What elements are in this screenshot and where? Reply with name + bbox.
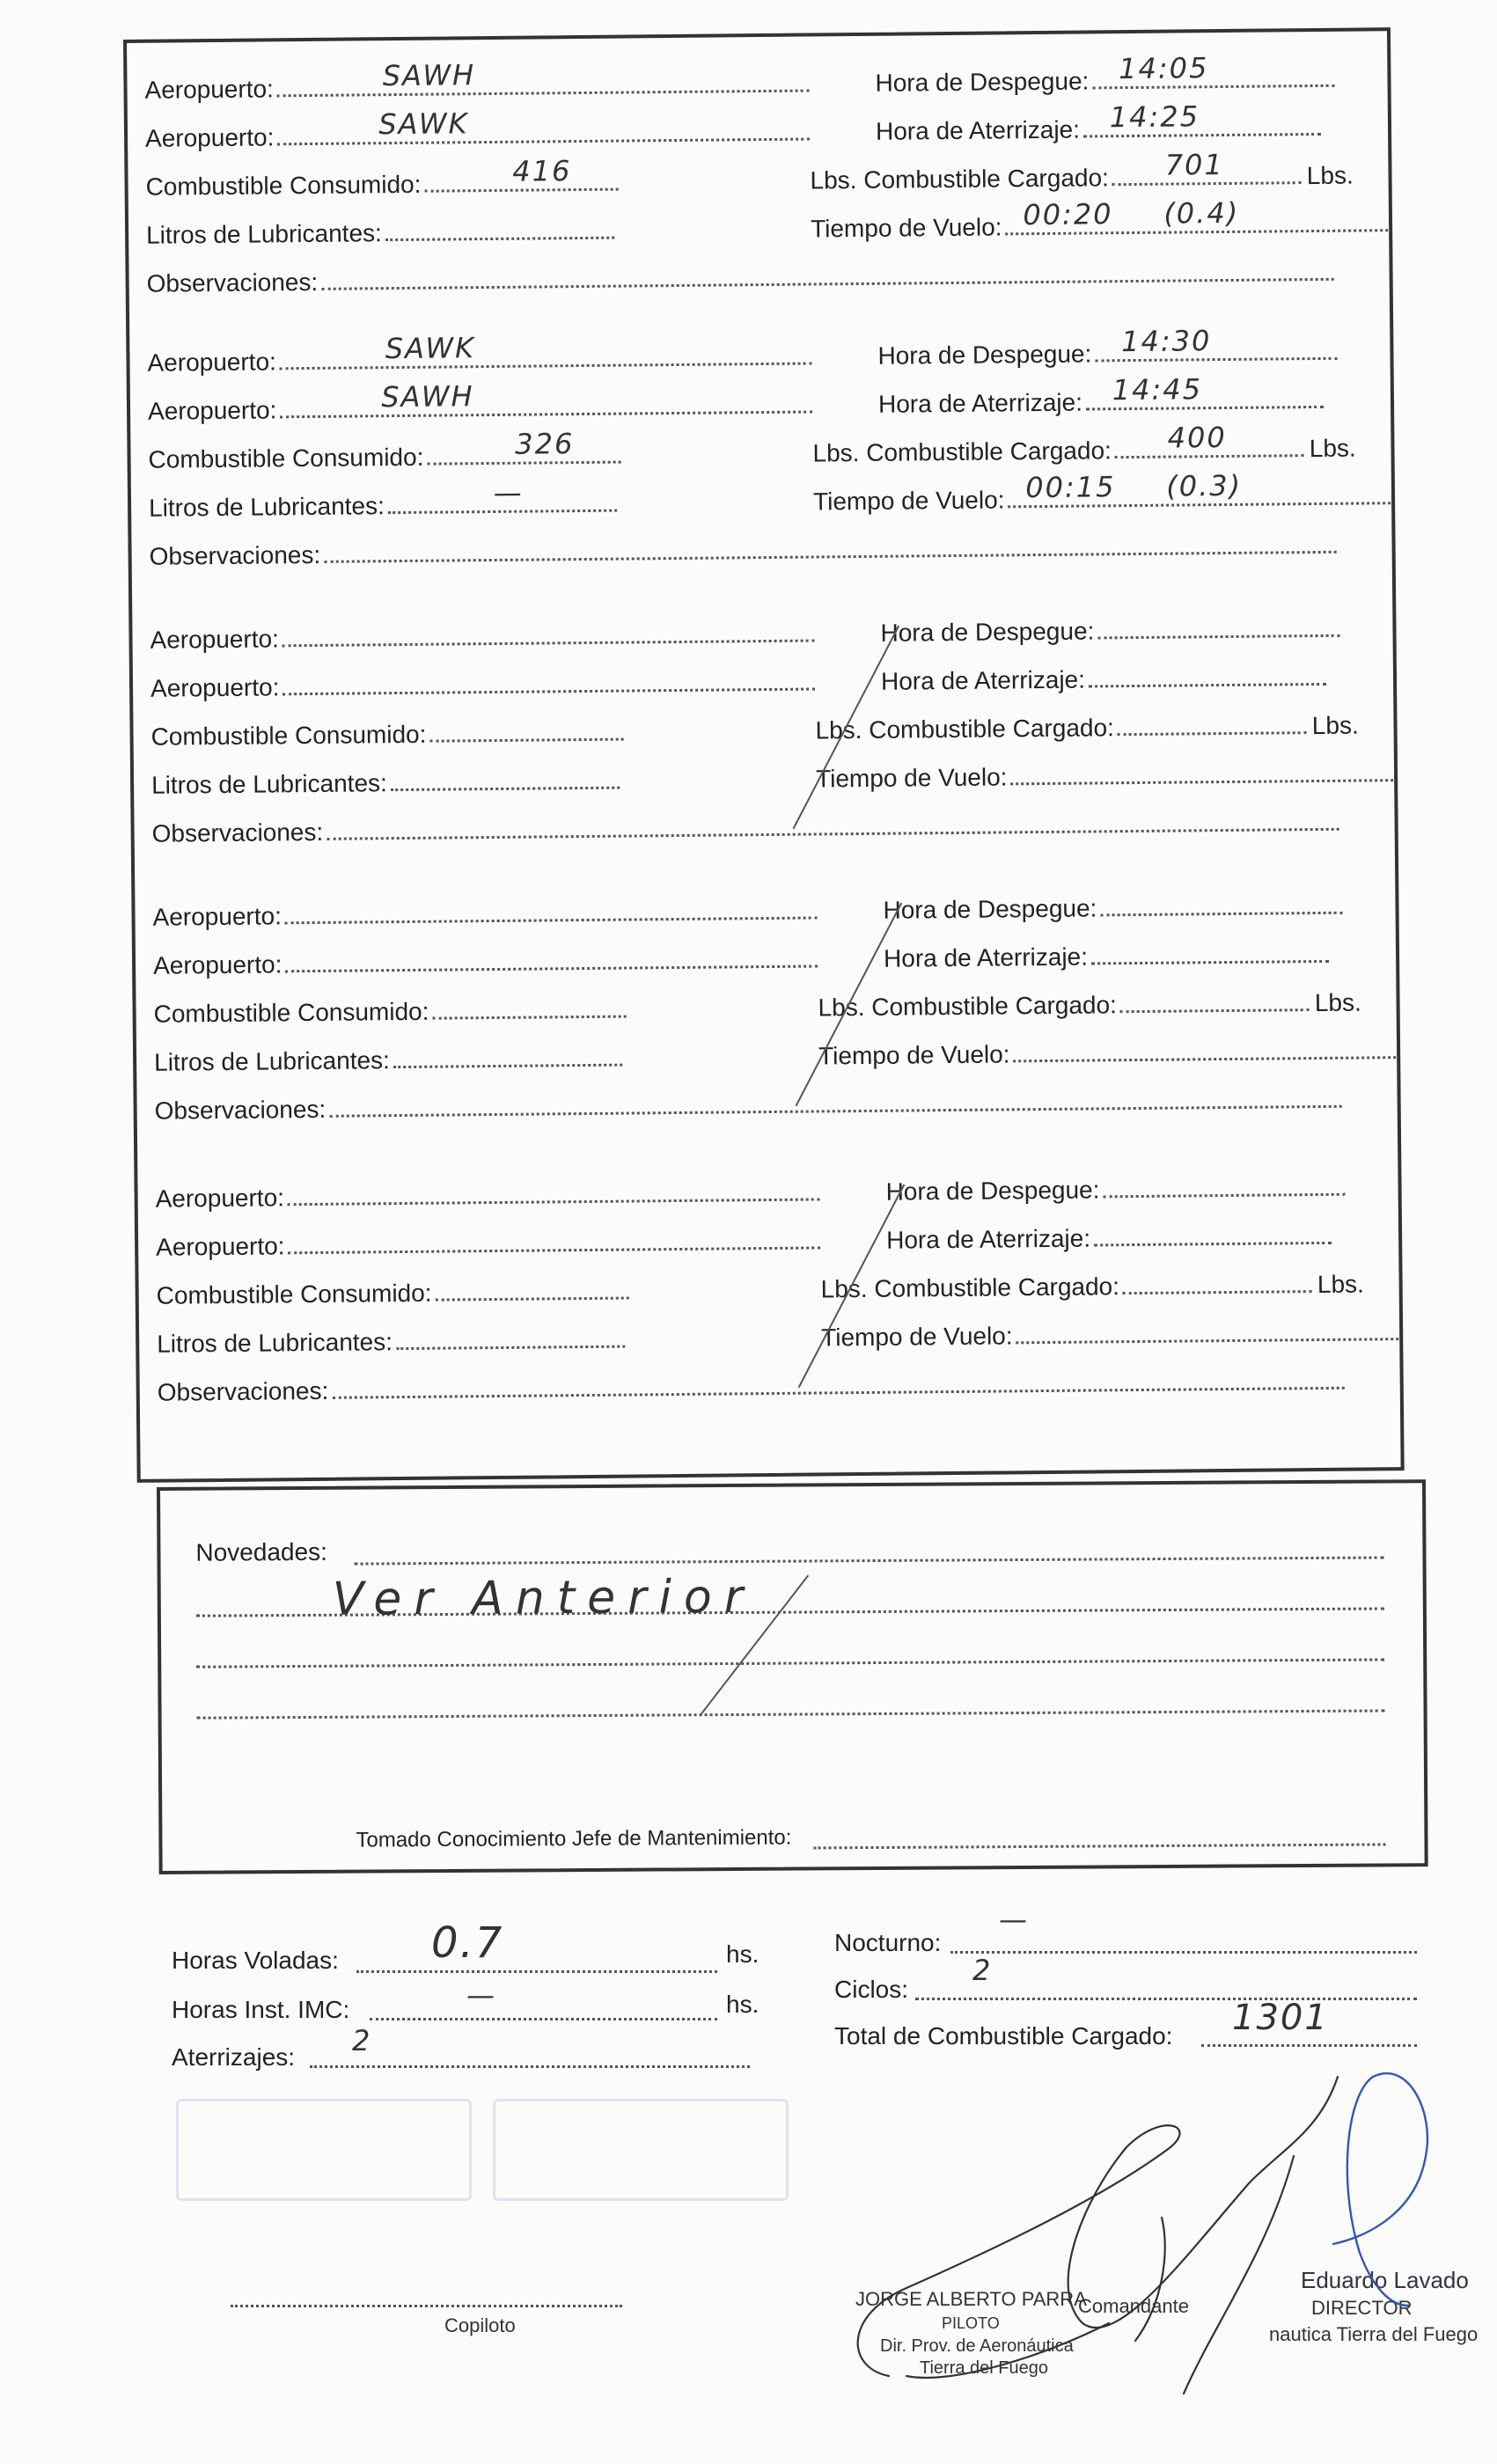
observaciones-label: Observaciones: bbox=[154, 1095, 327, 1125]
total-combustible-label: Total de Combustible Cargado: bbox=[834, 2022, 1173, 2050]
combustible-consumido-label: Combustible Consumido: bbox=[145, 170, 422, 201]
tiempo-vuelo-label: Tiempo de Vuelo: bbox=[818, 1040, 1010, 1070]
hora-despegue-label: Hora de Despegue: bbox=[880, 617, 1095, 647]
horas-voladas-value: 0.7 bbox=[431, 1918, 504, 1968]
lbs-unit: Lbs. bbox=[1309, 434, 1356, 463]
tiempo-vuelo-decimal-value: (0.3) bbox=[1166, 468, 1243, 503]
combustible-consumido-label: Combustible Consumido: bbox=[150, 720, 427, 751]
tiempo-vuelo-value: 00:20 bbox=[1023, 197, 1113, 232]
tiempo-vuelo-label: Tiempo de Vuelo: bbox=[821, 1322, 1013, 1352]
dir-prov-label: Dir. Prov. de Aeronáutica bbox=[880, 2336, 1074, 2356]
aeropuerto-salida-value: SAWK bbox=[385, 331, 476, 366]
hora-despegue-value: 14:30 bbox=[1120, 324, 1212, 359]
tierra-fuego-label: Tierra del Fuego bbox=[920, 2358, 1048, 2378]
hora-aterrizaje-label: Hora de Aterrizaje: bbox=[880, 665, 1086, 695]
lbs-unit: Lbs. bbox=[1311, 711, 1359, 740]
aeropuerto-llegada-label: Aeropuerto: bbox=[152, 950, 283, 979]
horas-imc-label: Horas Inst. IMC: bbox=[172, 1996, 350, 2023]
hora-aterrizaje-value: 14:25 bbox=[1109, 99, 1200, 135]
hora-aterrizaje-label: Hora de Aterrizaje: bbox=[875, 115, 1081, 145]
combustible-consumido-value: 416 bbox=[512, 154, 572, 188]
nocturno-label: Nocturno: bbox=[834, 1929, 942, 1956]
director-name: Eduardo Lavado bbox=[1301, 2267, 1469, 2293]
novedades-handwritten: Ver Anterior bbox=[332, 1570, 756, 1626]
aeropuerto-llegada-label: Aeropuerto: bbox=[150, 673, 280, 702]
litros-lubricantes-value: — bbox=[493, 475, 524, 510]
combustible-cargado-value: 701 bbox=[1164, 148, 1224, 182]
lbs-unit: Lbs. bbox=[1317, 1270, 1365, 1299]
observaciones-label: Observaciones: bbox=[146, 268, 319, 297]
aeropuerto-llegada-label: Aeropuerto: bbox=[144, 123, 275, 152]
combustible-consumido-label: Combustible Consumido: bbox=[153, 997, 429, 1028]
combustible-consumido-label: Combustible Consumido: bbox=[148, 443, 424, 473]
director-signature bbox=[1333, 2073, 1427, 2306]
combustible-consumido-value: 326 bbox=[515, 427, 575, 461]
ciclos-value: 2 bbox=[972, 1954, 993, 1987]
observaciones-label: Observaciones: bbox=[157, 1376, 329, 1406]
litros-lubricantes-label: Litros de Lubricantes: bbox=[145, 219, 382, 249]
combustible-consumido-label: Combustible Consumido: bbox=[156, 1279, 432, 1309]
aterrizajes-value: 2 bbox=[352, 2024, 372, 2057]
hora-despegue-label: Hora de Despegue: bbox=[877, 340, 1092, 370]
tiempo-vuelo-value: 00:15 bbox=[1025, 470, 1116, 505]
combustible-cargado-label: Lbs. Combustible Cargado: bbox=[820, 1272, 1120, 1303]
tiempo-vuelo-label: Tiempo de Vuelo: bbox=[815, 763, 1008, 793]
novedades-label: Novedades: bbox=[195, 1537, 327, 1566]
hora-despegue-label: Hora de Despegue: bbox=[885, 1176, 1100, 1206]
piloto-label: PILOTO bbox=[942, 2314, 1000, 2332]
nocturno-value: — bbox=[999, 1903, 1029, 1936]
hs-unit: hs. bbox=[726, 1940, 760, 1968]
aeropuerto-salida-label: Aeropuerto: bbox=[144, 75, 275, 104]
aeropuerto-salida-value: SAWH bbox=[382, 58, 476, 93]
litros-lubricantes-label: Litros de Lubricantes: bbox=[154, 1046, 391, 1076]
aeropuerto-llegada-label: Aeropuerto: bbox=[147, 396, 277, 425]
litros-lubricantes-label: Litros de Lubricantes: bbox=[157, 1328, 393, 1358]
litros-lubricantes-label: Litros de Lubricantes: bbox=[150, 769, 387, 799]
ciclos-label: Ciclos: bbox=[834, 1976, 909, 2003]
hora-despegue-label: Hora de Despegue: bbox=[875, 67, 1090, 97]
aeropuerto-llegada-label: Aeropuerto: bbox=[156, 1232, 285, 1261]
litros-lubricantes-label: Litros de Lubricantes: bbox=[148, 492, 385, 522]
tiempo-vuelo-label: Tiempo de Vuelo: bbox=[810, 213, 1002, 243]
aeropuerto-llegada-value: SAWK bbox=[378, 106, 469, 142]
hs-unit: hs. bbox=[726, 1991, 760, 2018]
hora-aterrizaje-value: 14:45 bbox=[1112, 372, 1203, 407]
combustible-cargado-label: Lbs. Combustible Cargado: bbox=[815, 714, 1115, 744]
tiempo-vuelo-label: Tiempo de Vuelo: bbox=[812, 486, 1005, 516]
combustible-cargado-label: Lbs. Combustible Cargado: bbox=[812, 436, 1112, 467]
copiloto-label: Copiloto bbox=[444, 2314, 516, 2336]
aeropuerto-salida-label: Aeropuerto: bbox=[150, 625, 280, 654]
hora-aterrizaje-label: Hora de Aterrizaje: bbox=[885, 1224, 1091, 1254]
combustible-cargado-value: 400 bbox=[1167, 420, 1227, 455]
lbs-unit: Lbs. bbox=[1314, 988, 1361, 1017]
comandante-name: JORGE ALBERTO PARRA bbox=[855, 2288, 1087, 2310]
hora-despegue-label: Hora de Despegue: bbox=[883, 894, 1097, 924]
comandante-role: Comandante bbox=[1078, 2295, 1189, 2317]
hora-despegue-value: 14:05 bbox=[1119, 51, 1209, 86]
observaciones-label: Observaciones: bbox=[151, 818, 324, 847]
aeropuerto-salida-label: Aeropuerto: bbox=[152, 902, 283, 931]
aeropuerto-salida-label: Aeropuerto: bbox=[155, 1184, 285, 1213]
hora-aterrizaje-label: Hora de Aterrizaje: bbox=[877, 388, 1083, 418]
horas-imc-value: — bbox=[466, 1978, 496, 2012]
comandante-signature bbox=[858, 2077, 1338, 2394]
aeropuerto-salida-label: Aeropuerto: bbox=[147, 348, 276, 377]
total-combustible-value: 1301 bbox=[1232, 1998, 1329, 2038]
observaciones-label: Observaciones: bbox=[149, 540, 321, 570]
combustible-cargado-label: Lbs. Combustible Cargado: bbox=[818, 991, 1118, 1022]
tiempo-vuelo-decimal-value: (0.4) bbox=[1163, 195, 1240, 231]
hora-aterrizaje-label: Hora de Aterrizaje: bbox=[883, 942, 1089, 972]
horas-voladas-label: Horas Voladas: bbox=[172, 1947, 339, 1974]
jefe-mantenimiento-label: Tomado Conocimiento Jefe de Mantenimiento: bbox=[356, 1825, 792, 1852]
combustible-cargado-label: Lbs. Combustible Cargado: bbox=[810, 164, 1110, 194]
director-title: DIRECTOR bbox=[1311, 2297, 1413, 2319]
aterrizajes-label: Aterrizajes: bbox=[172, 2043, 296, 2071]
lbs-unit: Lbs. bbox=[1306, 161, 1354, 190]
director-org: nautica Tierra del Fuego bbox=[1269, 2323, 1479, 2345]
aeropuerto-llegada-value: SAWH bbox=[381, 379, 474, 414]
